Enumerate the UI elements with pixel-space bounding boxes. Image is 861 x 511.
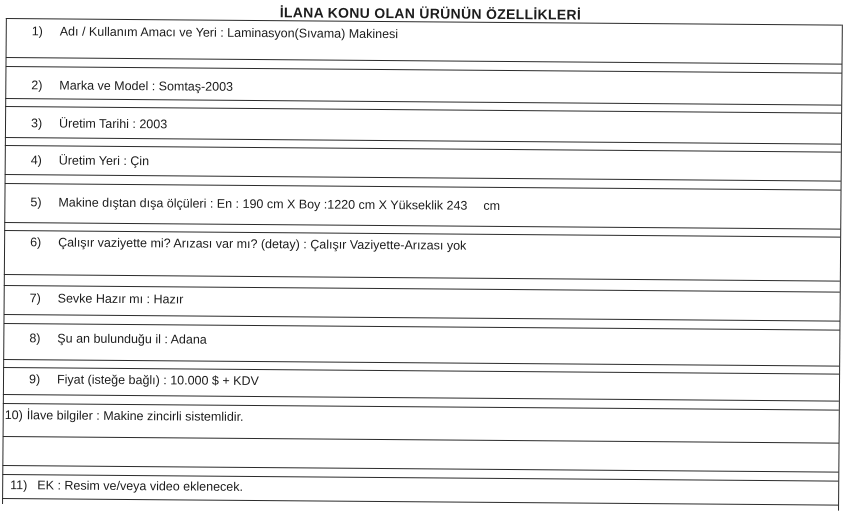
list-item xyxy=(32,24,398,41)
table-rule xyxy=(2,465,838,473)
table-rule xyxy=(6,57,842,65)
item-text: Üretim Yeri : Çin xyxy=(58,153,150,169)
item-text: Üretim Tarihi : 2003 xyxy=(58,116,168,132)
item-text: İlave bilgiler : Makine zincirli sistemlidir. xyxy=(26,408,244,424)
item-text: Sevke Hazır mı : Hazır xyxy=(57,291,184,307)
table-rule xyxy=(3,436,839,444)
list-item xyxy=(30,235,466,252)
item-text: Marka ve Model : Somtaş-2003 xyxy=(59,78,234,94)
table-rule xyxy=(4,222,840,230)
item-number: 5) xyxy=(30,195,42,210)
right-border xyxy=(838,25,843,511)
table-rule xyxy=(5,145,841,153)
item-number: 10) xyxy=(4,408,23,423)
table-rule xyxy=(5,106,841,114)
item-text: EK : Resim ve/veya video eklenecek. xyxy=(37,478,244,494)
table-rule xyxy=(5,174,841,182)
left-border xyxy=(2,18,7,504)
list-item xyxy=(31,78,233,94)
item-unit: cm xyxy=(483,198,501,213)
item-number: 8) xyxy=(29,331,41,346)
item-text: Çalışır vaziyette mi? Arızası var mı? (detay) : Çalışır Vaziyette-Arızası yok xyxy=(58,235,467,253)
item-number: 1) xyxy=(31,24,43,39)
table-rule xyxy=(4,274,840,282)
item-number: 7) xyxy=(29,291,41,306)
list-item xyxy=(31,116,167,131)
list-item xyxy=(29,372,259,388)
table-rule xyxy=(5,66,841,74)
list-item xyxy=(30,291,184,306)
list-item xyxy=(31,153,149,168)
item-text: Adı / Kullanım Amacı ve Yeri : Laminasyon(Sıvama) Makinesi xyxy=(59,24,399,42)
table-rule xyxy=(5,98,841,106)
item-number: 9) xyxy=(28,372,41,387)
table-rule xyxy=(5,137,841,145)
table-rule xyxy=(4,314,840,322)
list-item xyxy=(30,195,500,213)
item-number: 11) xyxy=(10,478,28,493)
form-title: İLANA KONU OLAN ÜRÜNÜN ÖZELLİKLERİ xyxy=(279,4,582,23)
list-item xyxy=(5,408,244,424)
table-rule xyxy=(5,183,841,191)
list-item xyxy=(29,331,207,346)
item-number: 6) xyxy=(30,235,42,250)
item-number: 3) xyxy=(30,116,43,131)
item-text: Makine dıştan dışa ölçüleri : En : 190 cm X Boy :1220 cm X Yükseklik 243 xyxy=(58,195,468,213)
list-item xyxy=(10,478,243,494)
item-text: Fiyat (isteğe bağlı) : 10.000 $ + KDV xyxy=(56,372,259,389)
table-rule xyxy=(3,323,839,331)
table-rule xyxy=(3,359,839,367)
item-text: Şu an bulunduğu il : Adana xyxy=(57,331,207,347)
item-number: 4) xyxy=(30,153,42,168)
table-rule xyxy=(3,394,839,402)
item-number: 2) xyxy=(31,78,43,93)
